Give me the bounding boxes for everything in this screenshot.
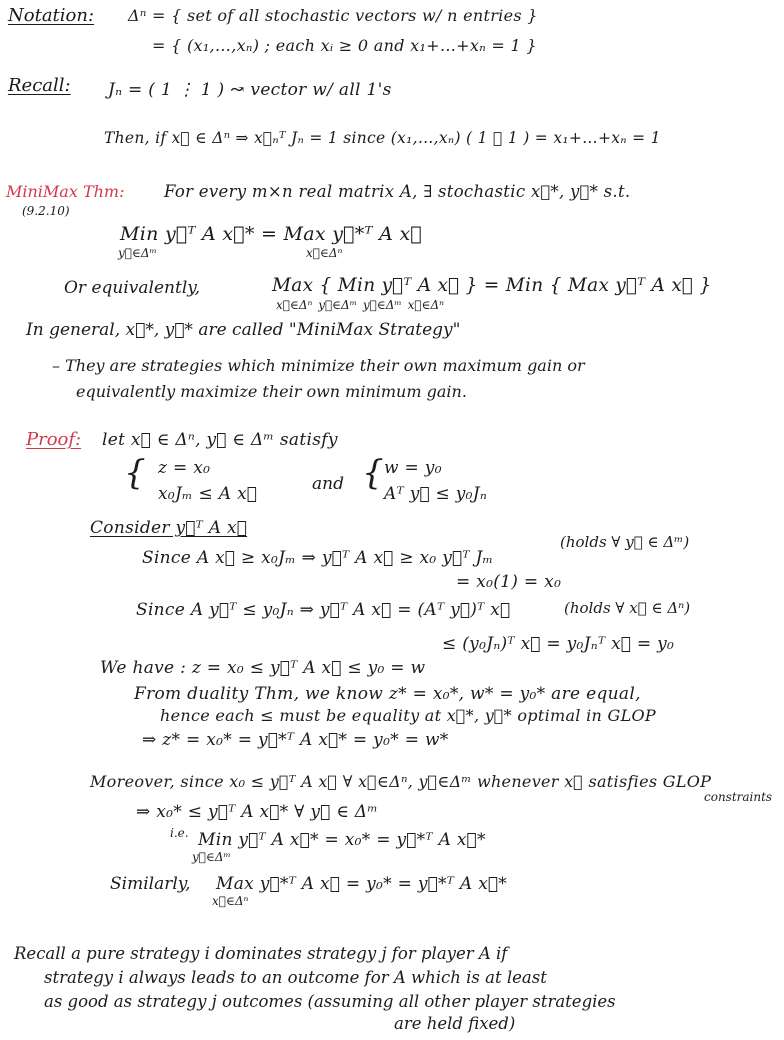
proof-holds-2: (holds ∀ x⃗ ∈ Δⁿ)	[564, 599, 691, 617]
recall-label: Recall:	[8, 75, 71, 96]
proof-consider: Consider y⃗ᵀ A x⃗	[90, 518, 248, 538]
proof-since-2b: ≤ (y₀Jₙ)ᵀ x⃗ = y₀Jₙᵀ x⃗ = y₀	[442, 634, 675, 654]
notation-line-2: = { (x₁,…,xₙ) ; each xᵢ ≥ 0 and x₁+…+xₙ = 1 }	[152, 36, 537, 55]
proof-since-1: Since A x⃗ ≥ x₀Jₘ ⇒ y⃗ᵀ A x⃗ ≥ x₀ y⃗ᵀ Jₘ	[142, 548, 494, 568]
minimax-general: In general, x⃗*, y⃗* are called "MiniMax Strategy"	[26, 320, 461, 340]
system-and: and	[312, 474, 344, 494]
minimax-eq1-sub-right: x⃗∈Δⁿ	[306, 246, 343, 260]
system-right-line-2: Aᵀ y⃗ ≤ y₀Jₙ	[384, 484, 488, 504]
minimax-statement: For every m×n real matrix A, ∃ stochastic x⃗*, y⃗* s.t.	[164, 182, 631, 201]
proof-constraints: constraints	[704, 790, 773, 804]
recall-jn-definition: Jₙ = ( 1 ⋮ 1 ) ↝ vector w/ all 1's	[108, 80, 392, 100]
left-system-brace: {	[124, 453, 146, 493]
notation-line-1: Δⁿ = { set of all stochastic vectors w/ n entries }	[128, 6, 538, 25]
pure-strategy-line-3: as good as strategy j outcomes (assuming all other player strategies	[44, 992, 616, 1011]
proof-duality-2: hence each ≤ must be equality at x⃗*, y⃗* optimal in GLOP	[160, 706, 656, 725]
minimax-bullet-1: – They are strategies which minimize their own maximum gain or	[52, 356, 585, 375]
proof-duality-1: From duality Thm, we know z* = x₀*, w* = y₀* are equal,	[134, 684, 641, 704]
minimax-equation-1: Min y⃗ᵀ A x⃗* = Max y⃗*ᵀ A x⃗	[120, 223, 422, 245]
proof-implies: ⇒ x₀* ≤ y⃗ᵀ A x⃗* ∀ y⃗ ∈ Δᵐ	[136, 802, 379, 822]
proof-since-1b: = x₀(1) = x₀	[456, 572, 562, 592]
minimax-equation-2: Max { Min y⃗ᵀ A x⃗ } = Min { Max y⃗ᵀ A x⃗ }	[272, 275, 712, 296]
pure-strategy-line-2: strategy i always leads to an outcome for A which is at least	[44, 968, 547, 987]
system-left-line-2: x₀Jₘ ≤ A x⃗	[158, 484, 258, 504]
proof-since-2: Since A y⃗ᵀ ≤ y₀Jₙ ⇒ y⃗ᵀ A x⃗ = (Aᵀ y⃗)ᵀ x⃗	[136, 600, 511, 620]
pure-strategy-line-1: Recall a pure strategy i dominates strategy j for player A if	[14, 944, 508, 963]
proof-ie-equation: Min y⃗ᵀ A x⃗* = x₀* = y⃗*ᵀ A x⃗*	[198, 830, 486, 850]
minimax-eq2-subscripts: x⃗∈Δⁿ y⃗∈Δᵐ y⃗∈Δᵐ x⃗∈Δⁿ	[276, 298, 444, 312]
equivalently-label: Or equivalently,	[64, 278, 200, 298]
pure-strategy-line-4: are held fixed)	[394, 1014, 516, 1033]
notation-label: Notation:	[8, 5, 95, 26]
proof-label: Proof:	[26, 429, 82, 450]
right-system-brace: {	[362, 453, 384, 493]
minimax-bullet-2: equivalently maximize their own minimum gain.	[76, 382, 467, 401]
proof-similarly-label: Similarly,	[110, 874, 191, 894]
minimax-reference: (9.2.10)	[22, 204, 70, 218]
proof-moreover: Moreover, since x₀ ≤ y⃗ᵀ A x⃗ ∀ x⃗∈Δⁿ, y⃗∈Δᵐ whenever x⃗ satisfies GLOP	[90, 772, 712, 791]
minimax-eq1-sub-left: y⃗∈Δᵐ	[118, 246, 157, 260]
minimax-label: MiniMax Thm:	[6, 182, 125, 201]
proof-duality-3: ⇒ z* = x₀* = y⃗*ᵀ A x⃗* = y₀* = w*	[142, 730, 449, 750]
proof-holds-1: (holds ∀ y⃗ ∈ Δᵐ)	[560, 533, 690, 551]
proof-similarly-subscript: x⃗∈Δⁿ	[212, 894, 249, 908]
proof-similarly-equation: Max y⃗*ᵀ A x⃗ = y₀* = y⃗*ᵀ A x⃗*	[216, 874, 508, 894]
proof-we-have: We have : z = x₀ ≤ y⃗ᵀ A x⃗ ≤ y₀ = w	[100, 658, 426, 678]
proof-ie-label: i.e.	[170, 826, 189, 840]
system-left-line-1: z = x₀	[158, 458, 211, 478]
recall-then-line: Then, if x⃗ ∈ Δⁿ ⇒ x⃗ₙᵀ Jₙ = 1 since (x₁,…,xₙ) ( 1 ⋮ 1 ) = x₁+…+xₙ = 1	[104, 129, 661, 147]
proof-let: let x⃗ ∈ Δⁿ, y⃗ ∈ Δᵐ satisfy	[102, 430, 338, 450]
system-right-line-1: w = y₀	[384, 458, 442, 478]
proof-ie-subscript: y⃗∈Δᵐ	[192, 850, 231, 864]
